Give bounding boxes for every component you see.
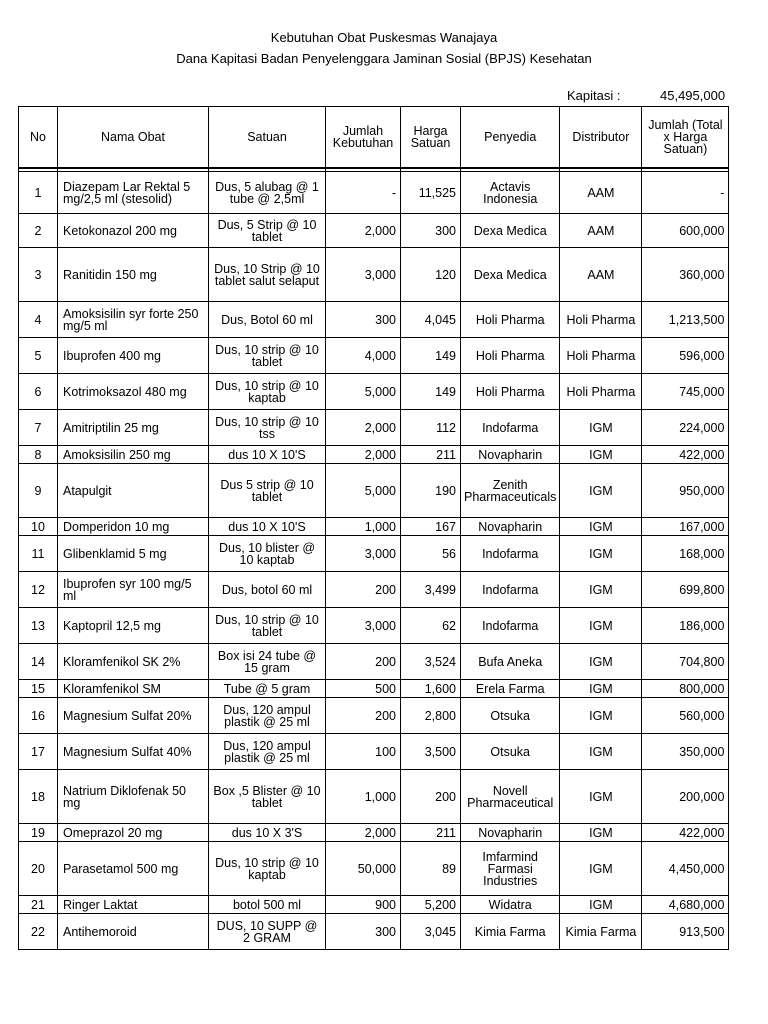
cell-penyedia: Erela Farma	[461, 680, 560, 698]
cell-no: 12	[19, 572, 58, 608]
table-row	[19, 536, 729, 572]
cell-harga-satuan: 211	[401, 824, 461, 842]
cell-harga-satuan: 120	[401, 248, 461, 302]
cell-jumlah-total: 422,000	[642, 824, 729, 842]
kapitasi-value: 45,495,000	[660, 88, 726, 103]
cell-no: 18	[19, 770, 58, 824]
cell-nama-obat: Ibuprofen 400 mg	[58, 338, 209, 374]
cell-nama-obat: Parasetamol 500 mg	[58, 842, 209, 896]
table-row	[19, 374, 729, 410]
cell-satuan: Dus, 10 strip @ 10 kaptab	[209, 374, 326, 410]
cell-nama-obat: Kotrimoksazol 480 mg	[58, 374, 209, 410]
table-body	[19, 172, 729, 950]
cell-no: 14	[19, 644, 58, 680]
cell-penyedia: Holi Pharma	[461, 338, 560, 374]
table-row	[19, 446, 729, 464]
cell-jumlah-total: 704,800	[642, 644, 729, 680]
cell-nama-obat: Glibenklamid 5 mg	[58, 536, 209, 572]
cell-satuan: Dus, botol 60 ml	[209, 572, 326, 608]
cell-jumlah-kebutuhan: 1,000	[326, 770, 401, 824]
cell-jumlah-total: 224,000	[642, 410, 729, 446]
cell-satuan: Dus, 10 strip @ 10 tablet	[209, 608, 326, 644]
cell-jumlah-kebutuhan: 100	[326, 734, 401, 770]
cell-no: 10	[19, 518, 58, 536]
table-row	[19, 338, 729, 374]
table-row	[19, 770, 729, 824]
cell-no: 15	[19, 680, 58, 698]
cell-penyedia: Indofarma	[461, 536, 560, 572]
cell-jumlah-total: 360,000	[642, 248, 729, 302]
cell-harga-satuan: 300	[401, 214, 461, 248]
cell-harga-satuan: 200	[401, 770, 461, 824]
cell-harga-satuan: 4,045	[401, 302, 461, 338]
table-row	[19, 644, 729, 680]
cell-jumlah-total: 167,000	[642, 518, 729, 536]
cell-distributor: IGM	[560, 770, 642, 824]
cell-jumlah-total: 560,000	[642, 698, 729, 734]
cell-harga-satuan: 5,200	[401, 896, 461, 914]
cell-penyedia: Actavis Indonesia	[461, 172, 560, 214]
cell-nama-obat: Amoksisilin syr forte 250 mg/5 ml	[58, 302, 209, 338]
cell-penyedia: Indofarma	[461, 608, 560, 644]
cell-jumlah-total: 699,800	[642, 572, 729, 608]
cell-penyedia: Holi Pharma	[461, 302, 560, 338]
cell-penyedia: Widatra	[461, 896, 560, 914]
cell-harga-satuan: 3,524	[401, 644, 461, 680]
cell-satuan: Dus, 10 strip @ 10 kaptab	[209, 842, 326, 896]
cell-harga-satuan: 112	[401, 410, 461, 446]
cell-harga-satuan: 149	[401, 338, 461, 374]
cell-no: 21	[19, 896, 58, 914]
cell-penyedia: Indofarma	[461, 572, 560, 608]
cell-nama-obat: Magnesium Sulfat 20%	[58, 698, 209, 734]
cell-distributor: Holi Pharma	[560, 338, 642, 374]
cell-distributor: IGM	[560, 518, 642, 536]
col-header-nama-obat: Nama Obat	[58, 107, 209, 169]
cell-no: 9	[19, 464, 58, 518]
table-row	[19, 248, 729, 302]
cell-satuan: Dus, 10 strip @ 10 tss	[209, 410, 326, 446]
cell-no: 6	[19, 374, 58, 410]
cell-jumlah-total: 4,680,000	[642, 896, 729, 914]
cell-jumlah-total: 596,000	[642, 338, 729, 374]
table-row	[19, 734, 729, 770]
cell-distributor: Holi Pharma	[560, 302, 642, 338]
table-row	[19, 914, 729, 950]
col-header-harga-satuan: Harga Satuan	[401, 107, 461, 169]
cell-nama-obat: Natrium Diklofenak 50 mg	[58, 770, 209, 824]
cell-jumlah-total: 1,213,500	[642, 302, 729, 338]
cell-jumlah-kebutuhan: 3,000	[326, 536, 401, 572]
cell-nama-obat: Kaptopril 12,5 mg	[58, 608, 209, 644]
cell-satuan: Dus, 5 alubag @ 1 tube @ 2,5ml	[209, 172, 326, 214]
cell-jumlah-kebutuhan: 500	[326, 680, 401, 698]
cell-penyedia: Novapharin	[461, 446, 560, 464]
cell-distributor: IGM	[560, 680, 642, 698]
cell-jumlah-kebutuhan: 200	[326, 644, 401, 680]
cell-satuan: Dus, Botol 60 ml	[209, 302, 326, 338]
cell-nama-obat: Kloramfenikol SM	[58, 680, 209, 698]
cell-harga-satuan: 190	[401, 464, 461, 518]
cell-jumlah-kebutuhan: 50,000	[326, 842, 401, 896]
cell-jumlah-kebutuhan: 300	[326, 914, 401, 950]
cell-satuan: DUS, 10 SUPP @ 2 GRAM	[209, 914, 326, 950]
cell-harga-satuan: 1,600	[401, 680, 461, 698]
cell-jumlah-total: 168,000	[642, 536, 729, 572]
table-row	[19, 214, 729, 248]
cell-harga-satuan: 3,045	[401, 914, 461, 950]
cell-jumlah-kebutuhan: 5,000	[326, 374, 401, 410]
cell-nama-obat: Atapulgit	[58, 464, 209, 518]
cell-jumlah-kebutuhan: 300	[326, 302, 401, 338]
cell-distributor: IGM	[560, 410, 642, 446]
cell-harga-satuan: 89	[401, 842, 461, 896]
cell-satuan: Dus, 10 blister @ 10 kaptab	[209, 536, 326, 572]
cell-distributor: IGM	[560, 446, 642, 464]
col-header-distributor: Distributor	[560, 107, 642, 169]
cell-distributor: IGM	[560, 536, 642, 572]
cell-nama-obat: Ringer Laktat	[58, 896, 209, 914]
table-row	[19, 824, 729, 842]
cell-satuan: Dus, 10 Strip @ 10 tablet salut selaput	[209, 248, 326, 302]
cell-jumlah-total: 800,000	[642, 680, 729, 698]
cell-jumlah-total: 350,000	[642, 734, 729, 770]
cell-no: 4	[19, 302, 58, 338]
cell-distributor: Holi Pharma	[560, 374, 642, 410]
cell-harga-satuan: 211	[401, 446, 461, 464]
cell-jumlah-kebutuhan: 3,000	[326, 248, 401, 302]
cell-nama-obat: Diazepam Lar Rektal 5 mg/2,5 ml (stesolid)	[58, 172, 209, 214]
cell-distributor: IGM	[560, 734, 642, 770]
cell-penyedia: Indofarma	[461, 410, 560, 446]
table-row	[19, 842, 729, 896]
cell-distributor: AAM	[560, 248, 642, 302]
cell-penyedia: Zenith Pharmaceuticals	[461, 464, 560, 518]
cell-penyedia: Novell Pharmaceutical	[461, 770, 560, 824]
cell-jumlah-total: 745,000	[642, 374, 729, 410]
cell-nama-obat: Kloramfenikol SK 2%	[58, 644, 209, 680]
table-row	[19, 302, 729, 338]
cell-nama-obat: Ketokonazol 200 mg	[58, 214, 209, 248]
cell-satuan: Dus, 5 Strip @ 10 tablet	[209, 214, 326, 248]
cell-satuan: Box ,5 Blister @ 10 tablet	[209, 770, 326, 824]
table-row	[19, 172, 729, 214]
cell-no: 3	[19, 248, 58, 302]
cell-nama-obat: Magnesium Sulfat 40%	[58, 734, 209, 770]
cell-harga-satuan: 3,500	[401, 734, 461, 770]
cell-no: 22	[19, 914, 58, 950]
cell-harga-satuan: 2,800	[401, 698, 461, 734]
cell-no: 7	[19, 410, 58, 446]
cell-nama-obat: Ranitidin 150 mg	[58, 248, 209, 302]
cell-no: 20	[19, 842, 58, 896]
cell-penyedia: Novapharin	[461, 824, 560, 842]
cell-distributor: Kimia Farma	[560, 914, 642, 950]
cell-distributor: IGM	[560, 644, 642, 680]
cell-penyedia: Bufa Aneka	[461, 644, 560, 680]
table-row	[19, 608, 729, 644]
cell-harga-satuan: 56	[401, 536, 461, 572]
cell-harga-satuan: 11,525	[401, 172, 461, 214]
cell-jumlah-kebutuhan: 200	[326, 572, 401, 608]
cell-distributor: AAM	[560, 172, 642, 214]
cell-distributor: IGM	[560, 608, 642, 644]
cell-nama-obat: Amitriptilin 25 mg	[58, 410, 209, 446]
document-subtitle: Dana Kapitasi Badan Penyelenggara Jaminan Sosial (BPJS) Kesehatan	[176, 51, 592, 66]
cell-distributor: IGM	[560, 842, 642, 896]
cell-jumlah-kebutuhan: 2,000	[326, 410, 401, 446]
cell-satuan: Dus, 120 ampul plastik @ 25 ml	[209, 734, 326, 770]
cell-penyedia: Novapharin	[461, 518, 560, 536]
cell-harga-satuan: 149	[401, 374, 461, 410]
table-row	[19, 896, 729, 914]
cell-satuan: dus 10 X 10'S	[209, 446, 326, 464]
document-title: Kebutuhan Obat Puskesmas Wanajaya	[270, 30, 498, 45]
table-row	[19, 410, 729, 446]
cell-satuan: botol 500 ml	[209, 896, 326, 914]
cell-no: 1	[19, 172, 58, 214]
cell-satuan: Box isi 24 tube @ 15 gram	[209, 644, 326, 680]
col-header-satuan: Satuan	[209, 107, 326, 169]
cell-jumlah-total: 913,500	[642, 914, 729, 950]
cell-harga-satuan: 62	[401, 608, 461, 644]
cell-jumlah-kebutuhan: 2,000	[326, 214, 401, 248]
table-row	[19, 698, 729, 734]
cell-jumlah-kebutuhan: 5,000	[326, 464, 401, 518]
cell-satuan: Tube @ 5 gram	[209, 680, 326, 698]
cell-satuan: Dus 5 strip @ 10 tablet	[209, 464, 326, 518]
cell-no: 5	[19, 338, 58, 374]
cell-satuan: Dus, 120 ampul plastik @ 25 ml	[209, 698, 326, 734]
cell-penyedia: Kimia Farma	[461, 914, 560, 950]
cell-distributor: IGM	[560, 896, 642, 914]
table-row	[19, 572, 729, 608]
cell-satuan: dus 10 X 10'S	[209, 518, 326, 536]
cell-jumlah-total: 600,000	[642, 214, 729, 248]
cell-distributor: IGM	[560, 698, 642, 734]
cell-no: 2	[19, 214, 58, 248]
cell-no: 16	[19, 698, 58, 734]
cell-penyedia: Dexa Medica	[461, 248, 560, 302]
table-row	[19, 518, 729, 536]
cell-penyedia: Otsuka	[461, 734, 560, 770]
kapitasi-label: Kapitasi :	[567, 88, 621, 103]
cell-distributor: IGM	[560, 824, 642, 842]
cell-harga-satuan: 3,499	[401, 572, 461, 608]
cell-satuan: dus 10 X 3'S	[209, 824, 326, 842]
cell-penyedia: Dexa Medica	[461, 214, 560, 248]
cell-jumlah-total: -	[642, 172, 729, 214]
cell-jumlah-kebutuhan: 200	[326, 698, 401, 734]
col-header-jumlah-kebutuhan: Jumlah Kebutuhan	[326, 107, 401, 169]
table-row	[19, 680, 729, 698]
cell-nama-obat: Antihemoroid	[58, 914, 209, 950]
cell-jumlah-kebutuhan: 4,000	[326, 338, 401, 374]
cell-penyedia: Otsuka	[461, 698, 560, 734]
cell-distributor: IGM	[560, 572, 642, 608]
cell-nama-obat: Amoksisilin 250 mg	[58, 446, 209, 464]
cell-jumlah-kebutuhan: 1,000	[326, 518, 401, 536]
medicine-table	[18, 106, 729, 950]
cell-no: 8	[19, 446, 58, 464]
col-header-no: No	[19, 107, 58, 169]
cell-jumlah-kebutuhan: 3,000	[326, 608, 401, 644]
cell-jumlah-total: 950,000	[642, 464, 729, 518]
cell-distributor: IGM	[560, 464, 642, 518]
cell-jumlah-total: 422,000	[642, 446, 729, 464]
cell-satuan: Dus, 10 strip @ 10 tablet	[209, 338, 326, 374]
cell-jumlah-kebutuhan: 2,000	[326, 824, 401, 842]
cell-jumlah-total: 4,450,000	[642, 842, 729, 896]
cell-penyedia: Holi Pharma	[461, 374, 560, 410]
cell-nama-obat: Omeprazol 20 mg	[58, 824, 209, 842]
cell-jumlah-kebutuhan: 2,000	[326, 446, 401, 464]
col-header-jumlah-total: Jumlah (Total x Harga Satuan)	[642, 107, 729, 169]
cell-no: 11	[19, 536, 58, 572]
cell-jumlah-total: 186,000	[642, 608, 729, 644]
cell-harga-satuan: 167	[401, 518, 461, 536]
cell-jumlah-total: 200,000	[642, 770, 729, 824]
cell-jumlah-kebutuhan: 900	[326, 896, 401, 914]
cell-no: 19	[19, 824, 58, 842]
col-header-penyedia: Penyedia	[461, 107, 560, 169]
cell-no: 17	[19, 734, 58, 770]
cell-jumlah-kebutuhan: -	[326, 172, 401, 214]
cell-nama-obat: Domperidon 10 mg	[58, 518, 209, 536]
cell-penyedia: Imfarmind Farmasi Industries	[461, 842, 560, 896]
table-header-row	[19, 107, 729, 169]
cell-no: 13	[19, 608, 58, 644]
cell-distributor: AAM	[560, 214, 642, 248]
cell-nama-obat: Ibuprofen syr 100 mg/5 ml	[58, 572, 209, 608]
table-row	[19, 464, 729, 518]
